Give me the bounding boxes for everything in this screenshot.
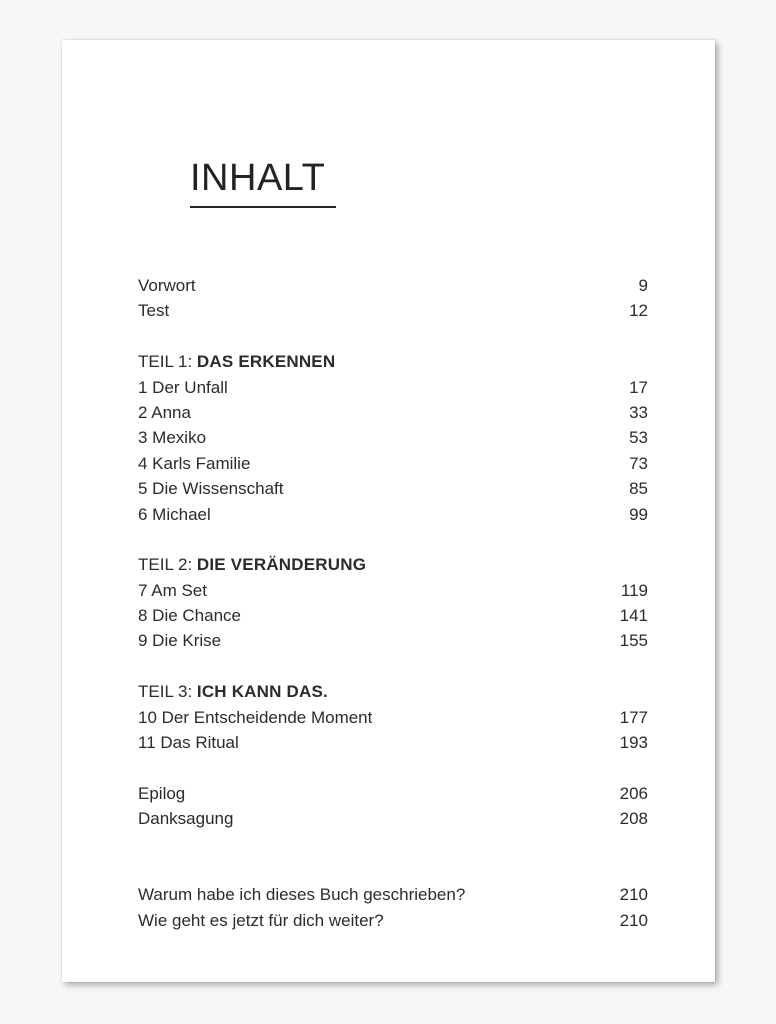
toc-entry-label: Epilog	[138, 783, 186, 803]
toc-entry-row[interactable]	[138, 425, 648, 450]
toc-part-name: DIE VERÄNDERUNG	[196, 555, 367, 575]
toc-entry-label: 10 Der Entscheidende Moment	[138, 707, 373, 727]
toc-entry-row[interactable]	[138, 806, 648, 831]
toc-entry-page-number: 155	[619, 631, 648, 651]
toc-entry-row[interactable]	[138, 603, 648, 628]
toc-entry-page-number: 208	[619, 809, 648, 829]
section-spacer	[138, 755, 648, 780]
toc-entry-label: 6 Michael	[138, 504, 211, 524]
toc-entry-label: 1 Der Unfall	[138, 377, 228, 397]
toc-entry-label: Wie geht es jetzt für dich weiter?	[138, 910, 384, 930]
toc-entry-page-number: 193	[619, 733, 648, 753]
toc-entry-row[interactable]	[138, 400, 648, 425]
section-spacer	[138, 324, 648, 349]
toc-entry-row[interactable]	[138, 476, 648, 501]
toc-entry-row[interactable]	[138, 375, 648, 400]
toc-entry-page-number: 33	[629, 402, 648, 422]
toc-entry-row[interactable]	[138, 705, 648, 730]
section-spacer	[138, 654, 648, 679]
toc-entry-row[interactable]	[138, 628, 648, 653]
toc-entry-label: Warum habe ich dieses Buch geschrieben?	[138, 885, 466, 905]
toc-entry-row[interactable]	[138, 298, 648, 323]
toc-part-heading	[138, 552, 648, 577]
toc-part-heading-label	[138, 552, 366, 577]
toc-entry-row[interactable]	[138, 578, 648, 603]
toc-entry-page-number: 9	[638, 276, 648, 295]
toc-entry-row[interactable]	[138, 908, 648, 933]
toc-entry-label: 4 Karls Familie	[138, 453, 251, 473]
toc-entry-row[interactable]	[138, 730, 648, 755]
toc-part-heading-label	[138, 679, 328, 704]
toc-entry-row[interactable]	[138, 451, 648, 476]
toc-entry-row[interactable]	[138, 273, 648, 298]
toc-entry-label: 5 Die Wissenschaft	[138, 479, 284, 499]
toc-part-name: ICH KANN DAS.	[196, 682, 328, 702]
toc-entry-page-number: 85	[629, 479, 648, 499]
toc-part-prefix: TEIL 2:	[138, 555, 197, 575]
document-page-sheet	[62, 40, 715, 982]
toc-part-heading	[138, 349, 648, 374]
toc-entry-page-number: 210	[619, 885, 648, 905]
toc-entry-page-number: 99	[629, 504, 648, 524]
toc-entry-row[interactable]	[138, 502, 648, 527]
toc-entry-label: 2 Anna	[138, 402, 191, 422]
toc-entry-label: Vorwort	[138, 276, 196, 295]
toc-part-heading	[138, 679, 648, 704]
section-spacer	[138, 527, 648, 552]
toc-part-prefix: TEIL 3:	[138, 682, 197, 702]
toc-entry-label: Test	[138, 301, 170, 321]
toc-part-name: DAS ERKENNEN	[196, 352, 336, 372]
toc-entry-row[interactable]	[138, 882, 648, 907]
toc-entry-page-number: 53	[629, 428, 648, 448]
toc-entry-page-number: 210	[619, 910, 648, 930]
toc-entry-page-number: 73	[629, 453, 648, 473]
toc-entry-page-number: 119	[620, 580, 648, 600]
table-of-contents-header	[190, 159, 610, 208]
toc-part-heading-label	[138, 349, 335, 374]
toc-entry-page-number: 12	[629, 301, 648, 321]
toc-entry-label: 11 Das Ritual	[138, 733, 239, 753]
toc-entry-page-number: 177	[619, 707, 648, 727]
toc-entry-label: 8 Die Chance	[138, 606, 242, 626]
toc-entry-page-number: 206	[619, 783, 648, 803]
toc-entry-label: Danksagung	[138, 809, 234, 829]
toc-entry-label: 7 Am Set	[138, 580, 207, 600]
toc-entry-label: 3 Mexiko	[138, 428, 207, 448]
toc-entry-page-number: 17	[629, 377, 648, 397]
page-title: INHALT	[190, 157, 326, 199]
section-spacer	[138, 832, 648, 883]
toc-part-prefix: TEIL 1:	[138, 352, 197, 372]
toc-entry-label: 9 Die Krise	[138, 631, 222, 651]
toc-entry-page-number: 141	[619, 606, 648, 626]
title-underline-rule	[190, 206, 336, 208]
toc-entry-row[interactable]	[138, 781, 648, 806]
table-of-contents-list	[138, 273, 648, 933]
